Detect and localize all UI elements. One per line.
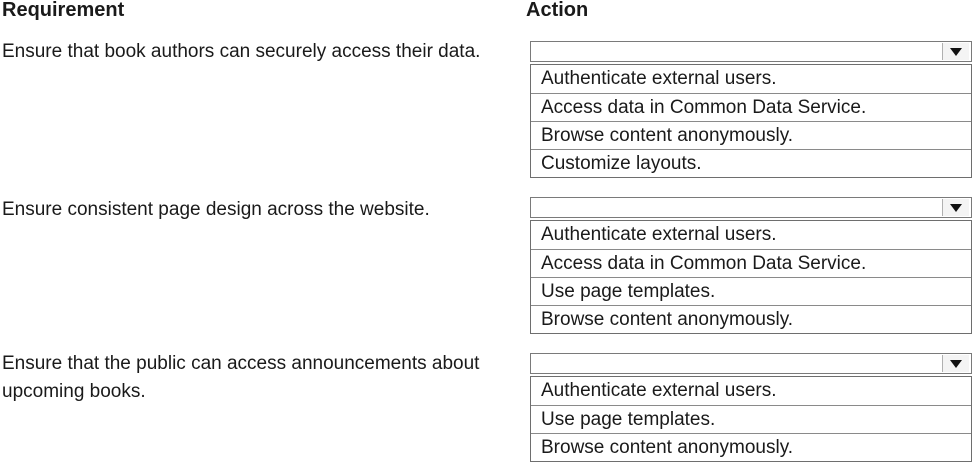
dropdown-options-2 [530, 220, 972, 334]
dropdown-option[interactable]: Access data in Common Data Service. [531, 249, 971, 277]
dropdown-select-2[interactable] [530, 197, 972, 218]
dropdown-select-3[interactable] [530, 353, 972, 374]
dropdown-option[interactable]: Browse content anonymously. [531, 305, 971, 333]
dropdown-select-1[interactable] [530, 41, 972, 62]
chevron-down-icon[interactable] [942, 199, 969, 216]
requirement-text-3: Ensure that the public can access announcements about upcoming books. [2, 353, 480, 402]
dropdown-option[interactable]: Authenticate external users. [541, 380, 777, 401]
dropdown-option[interactable]: Browse content anonymously. [531, 433, 971, 461]
requirement-text-2: Ensure consistent page design across the website. [2, 199, 430, 220]
dropdown-option[interactable]: Customize layouts. [531, 149, 971, 177]
action-header: Action [526, 0, 589, 21]
dropdown-option[interactable]: Access data in Common Data Service. [531, 93, 971, 121]
chevron-down-icon[interactable] [942, 355, 969, 372]
chevron-down-icon[interactable] [942, 43, 969, 60]
dropdown-options-3 [530, 376, 972, 462]
action-dropdown-1[interactable] [530, 41, 972, 178]
action-dropdown-2[interactable] [530, 197, 972, 334]
dropdown-option[interactable]: Authenticate external users. [541, 68, 777, 89]
requirement-header: Requirement [2, 0, 125, 21]
dropdown-option[interactable]: Authenticate external users. [541, 224, 777, 245]
dropdown-option[interactable]: Use page templates. [531, 277, 971, 305]
dropdown-options-1 [530, 64, 972, 178]
requirement-text-1: Ensure that book authors can securely access their data. [2, 41, 481, 62]
action-dropdown-3[interactable] [530, 353, 972, 462]
dropdown-option[interactable]: Browse content anonymously. [531, 121, 971, 149]
dropdown-option[interactable]: Use page templates. [531, 405, 971, 433]
